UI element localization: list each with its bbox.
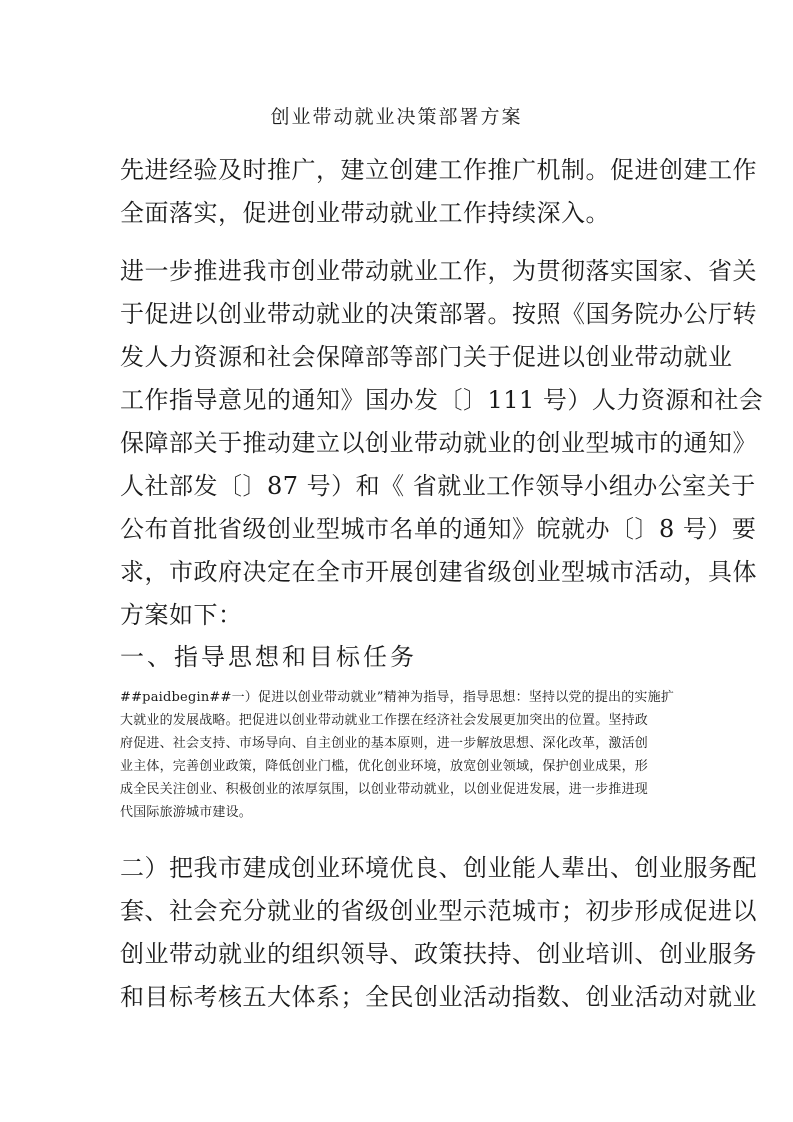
paragraph-line: 府促进、社会支持、市场导向、自主创业的基本原则，进一步解放思想、深化改革，激活创 xyxy=(120,736,649,751)
paragraph-line: 成全民关注创业、积极创业的浓厚氛围，以创业带动就业，以创业促进发展，进一步推进现 xyxy=(120,782,649,797)
paragraph-line: 发人力资源和社会保障部等部门关于促进以创业带动就业 xyxy=(120,343,733,371)
paragraph-line: 和目标考核五大体系；全民创业活动指数、创业活动对就业 xyxy=(120,983,757,1011)
paragraph-line: 大就业的发展战略。把促进以创业带动就业工作摆在经济社会发展更加突出的位置。坚持政 xyxy=(120,713,649,728)
paragraph-line: 先进经验及时推广，建立创建工作推广机制。促进创建工作 xyxy=(120,156,757,184)
paragraph-line: 方案如下： xyxy=(120,601,243,629)
paragraph-line: 套、社会充分就业的省级创业型示范城市；初步形成促进以 xyxy=(120,897,757,925)
paragraph-1 xyxy=(120,149,757,235)
document-title: 创业带动就业决策部署方案 xyxy=(270,106,523,128)
paragraph-line: 人社部发〔〕87 号）和《 省就业工作领导小组办公室关于 xyxy=(120,472,756,500)
paragraph-line: ##paidbegin##一）促进以创业带动就业”精神为指导，指导思想：坚持以党的提出的实施扩 xyxy=(120,690,675,705)
paragraph-line: 全面落实，促进创业带动就业工作持续深入。 xyxy=(120,199,610,227)
paragraph-line: 业主体，完善创业政策，降低创业门槛，优化创业环境，放宽创业领域，保护创业成果，形 xyxy=(120,759,649,774)
paragraph-line: 进一步推进我市创业带动就业工作，为贯彻落实国家、省关 xyxy=(120,257,757,285)
paragraph-line: 于促进以创业带动就业的决策部署。按照《国务院办公厅转 xyxy=(120,300,757,328)
paragraph-line: 保障部关于推动建立以创业带动就业的创业型城市的通知》 xyxy=(120,429,757,457)
paragraph-line: 二）把我市建成创业环境优良、创业能人辈出、创业服务配 xyxy=(120,854,757,882)
paragraph-line: 求，市政府决定在全市开展创建省级创业型城市活动，具体 xyxy=(120,558,757,586)
paragraph-line: 公布首批省级创业型城市名单的通知》皖就办〔〕8 号）要 xyxy=(120,515,757,543)
paragraph-3 xyxy=(120,847,757,1019)
paragraph-small xyxy=(120,686,675,824)
paragraph-2 xyxy=(120,250,764,637)
paragraph-line: 工作指导意见的通知》国办发〔〕111 号）人力资源和社会 xyxy=(120,386,764,414)
paragraph-line: 创业带动就业的组织领导、政策扶持、创业培训、创业服务 xyxy=(120,940,757,968)
paragraph-line: 代国际旅游城市建设。 xyxy=(120,805,253,820)
section-heading: 一、指导思想和目标任务 xyxy=(120,643,417,671)
